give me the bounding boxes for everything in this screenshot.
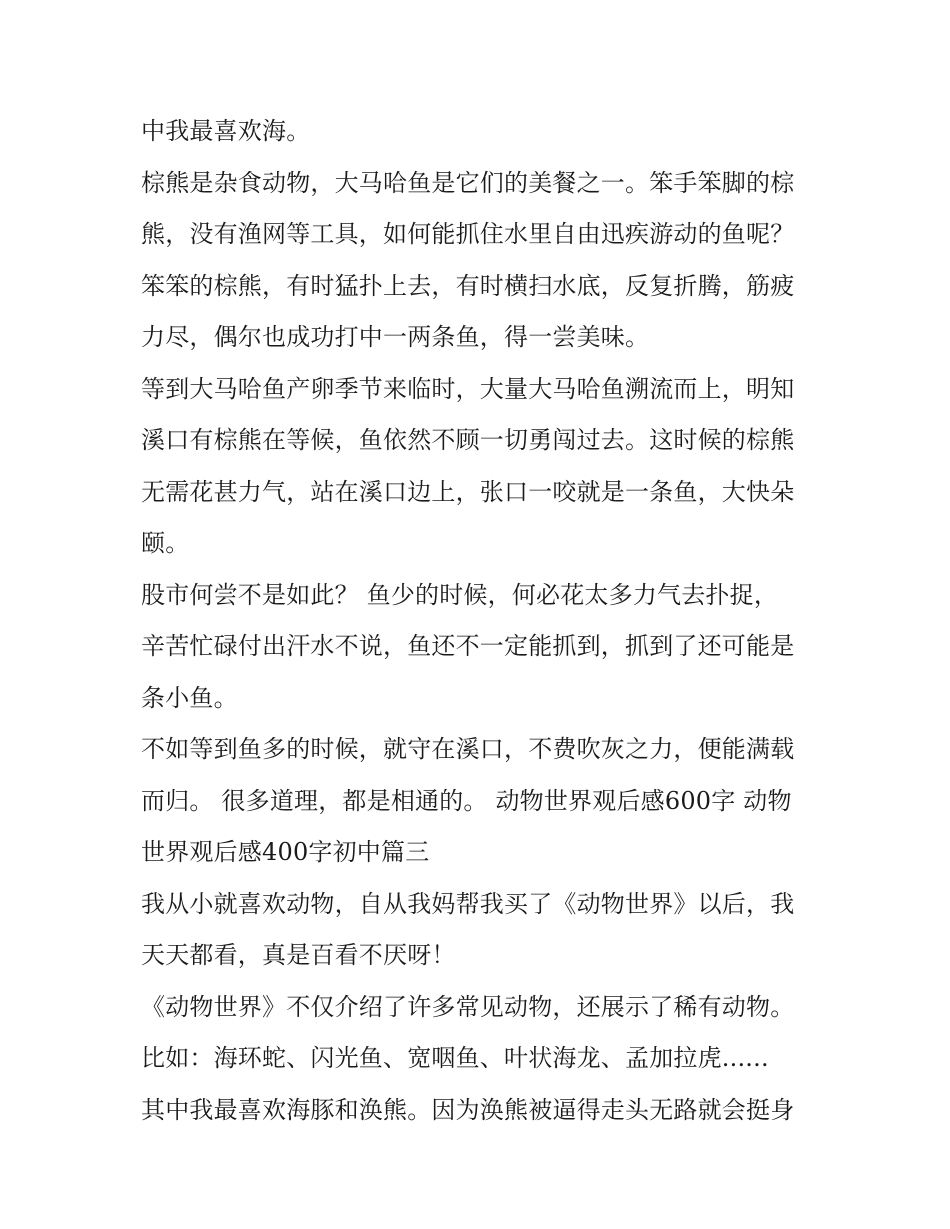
text-line: 天天都看，真是百看不厌呀！: [141, 941, 456, 969]
text-line: 世界观后感400字初中篇三: [141, 838, 430, 866]
text-line: 条小鱼。: [141, 683, 238, 712]
document-body: [141, 106, 821, 1136]
text-line: 等到大马哈鱼产卵季节来临时，大量大马哈鱼溯流而上，明知: [141, 374, 795, 403]
text-line: 颐。: [141, 529, 190, 557]
text-line: 股市何尝不是如此？ 鱼少的时候，何必花太多力气去扑捉，: [141, 580, 779, 609]
text-line: 其中我最喜欢海豚和涣熊。因为涣熊被逼得走头无路就会挺身: [141, 1095, 795, 1124]
text-line: 无需花甚力气，站在溪口边上，张口一咬就是一条鱼，大快朵: [141, 477, 795, 506]
text-line: 熊，没有渔网等工具，如何能抓住水里自由迅疾游动的鱼呢？: [141, 220, 795, 248]
text-line: 我从小就喜欢动物，自从我妈帮我买了《动物世界》以后，我: [141, 889, 795, 918]
text-line: 棕熊是杂食动物，大马哈鱼是它们的美餐之一。笨手笨脚的棕: [141, 168, 795, 197]
text-line: 《动物世界》不仅介绍了许多常见动物，还展示了稀有动物。: [141, 992, 795, 1021]
text-line: 不如等到鱼多的时候，就守在溪口，不费吹灰之力，便能满载: [141, 735, 795, 763]
text-line: 力尽，偶尔也成功打中一两条鱼，得一尝美味。: [141, 323, 650, 351]
text-line: 比如：海环蛇、闪光鱼、宽咽鱼、叶状海龙、孟加拉虎......: [141, 1044, 769, 1072]
text-line: 而归。 很多道理，都是相通的。 动物世界观后感600字 动物: [141, 786, 792, 815]
text-line: 中我最喜欢海。: [141, 117, 311, 145]
text-line: 辛苦忙碌付出汗水不说，鱼还不一定能抓到，抓到了还可能是: [141, 632, 795, 660]
text-line: 笨笨的棕熊，有时猛扑上去，有时横扫水底，反复折腾，筋疲: [141, 271, 795, 300]
text-line: 溪口有棕熊在等候，鱼依然不顾一切勇闯过去。这时候的棕熊: [141, 426, 795, 454]
